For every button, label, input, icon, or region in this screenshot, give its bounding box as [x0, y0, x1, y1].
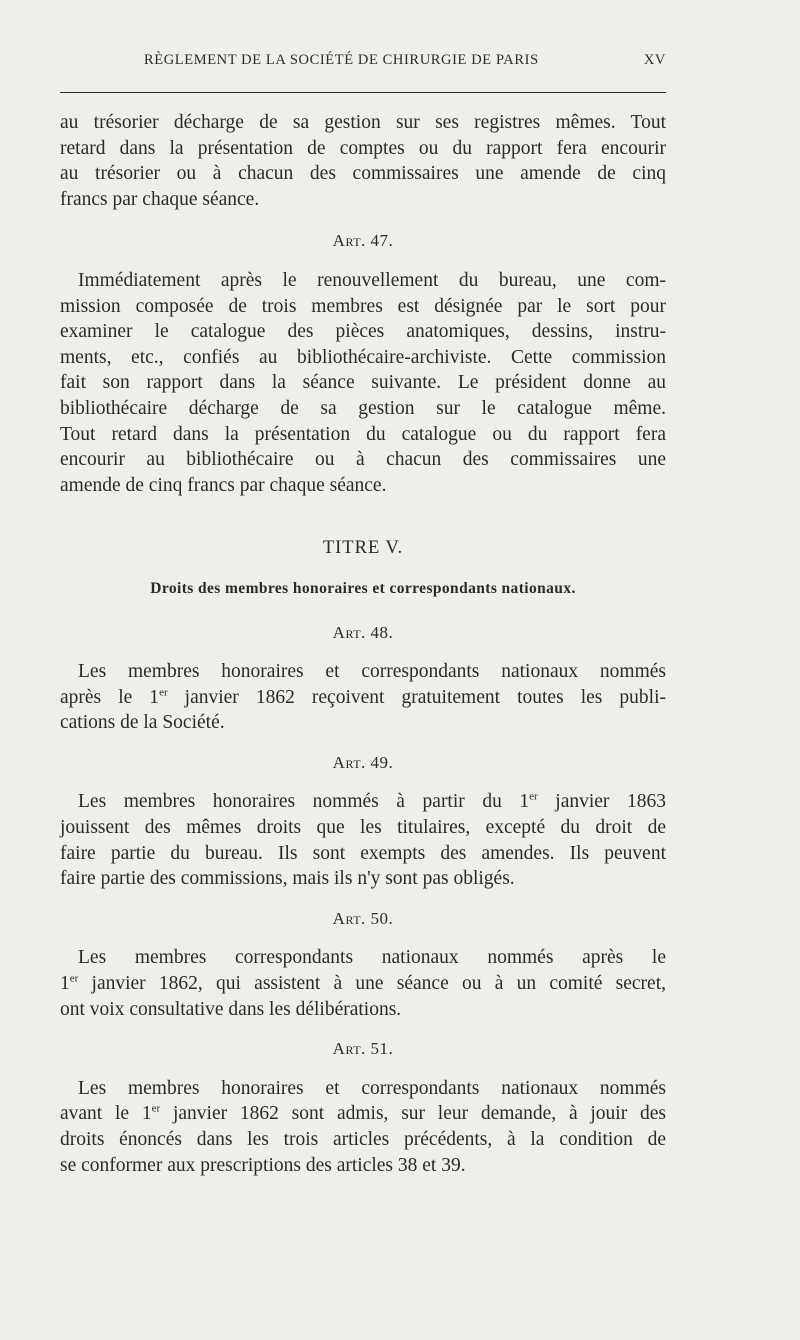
text-line: Les membres honoraires et correspondants nationaux nommés [78, 1077, 666, 1099]
page-body [60, 110, 666, 1178]
text-line: fait son rapport dans la séance suivante. Le président donne au [60, 372, 666, 394]
paragraph-continued [60, 110, 666, 212]
running-title: RÈGLEMENT DE LA SOCIÉTÉ DE CHIRURGIE DE PARIS [144, 52, 539, 68]
text-line: Les membres honoraires et correspondants nationaux nommés [78, 661, 666, 683]
section-subtitle: Droits des membres honoraires et correspondants nationaux. [150, 579, 576, 597]
text-line: ments, etc., confiés au bibliothécaire-archiviste. Cette commission [60, 346, 666, 368]
text-line: au trésorier ou à chacun des commissaires une amende de cinq [60, 163, 666, 185]
text-line: Immédiatement après le renouvellement du bureau, une com- [78, 269, 666, 291]
text-line: se conformer aux prescriptions des articles 38 et 39. [60, 1154, 466, 1176]
text-line: retard dans la présentation de comptes ou du rapport fera encourir [60, 137, 666, 159]
text-line: ont voix consultative dans les délibérations. [60, 998, 402, 1020]
text-line: au trésorier décharge de sa gestion sur ses registres mêmes. Tout [60, 112, 666, 133]
text-line: francs par chaque séance. [60, 188, 260, 210]
text-line: 1er janvier 1862, qui assistent à une séance ou à un comité secret, [60, 972, 666, 995]
article-heading-49: Art. 49. [332, 752, 394, 772]
text-line: bibliothécaire décharge de sa gestion sur le catalogue même. [60, 397, 666, 419]
text-line: Les membres correspondants nationaux nommés après le [78, 947, 666, 969]
article-heading-47: Art. 47. [332, 231, 394, 251]
text-line: cations de la Société. [60, 712, 225, 734]
section-title: TITRE V. [322, 538, 404, 559]
text-line: droits énoncés dans les trois articles précédents, à la condition de [60, 1129, 666, 1150]
text-line: Tout retard dans la présentation du catalogue ou du rapport fera [60, 423, 666, 445]
page-header [60, 52, 666, 76]
text-line: examiner le catalogue des pièces anatomiques, dessins, instru- [60, 321, 666, 343]
text-line: mission composée de trois membres est désignée par le sort pour [60, 295, 666, 317]
article-51-text [60, 1076, 666, 1178]
article-50-text [60, 945, 666, 1022]
article-heading-48: Art. 48. [332, 622, 394, 642]
page-number: XV [643, 52, 666, 68]
text-line: faire partie du bureau. Ils sont exempts des amendes. Ils peuvent [60, 842, 666, 864]
text-line: Les membres honoraires nommés à partir du 1er janvier 1863 [78, 790, 667, 813]
text-line: jouissent des mêmes droits que les titulaires, excepté du droit de [60, 817, 666, 839]
article-49-text [60, 789, 666, 891]
article-heading-51: Art. 51. [332, 1039, 394, 1059]
text-line: encourir au bibliothécaire ou à chacun des commissaires une [60, 449, 666, 471]
header-rule [60, 92, 666, 93]
text-line: avant le 1er janvier 1862 sont admis, sur leur demande, à jouir des [60, 1102, 666, 1125]
text-line: après le 1er janvier 1862 reçoivent gratuitement toutes les publi- [60, 686, 666, 708]
text-line: faire partie des commissions, mais ils n'y sont pas obligés. [60, 868, 515, 890]
article-47-text [60, 268, 666, 498]
article-48-text [60, 659, 666, 736]
text-line: amende de cinq francs par chaque séance. [60, 474, 387, 496]
article-heading-50: Art. 50. [332, 908, 394, 928]
